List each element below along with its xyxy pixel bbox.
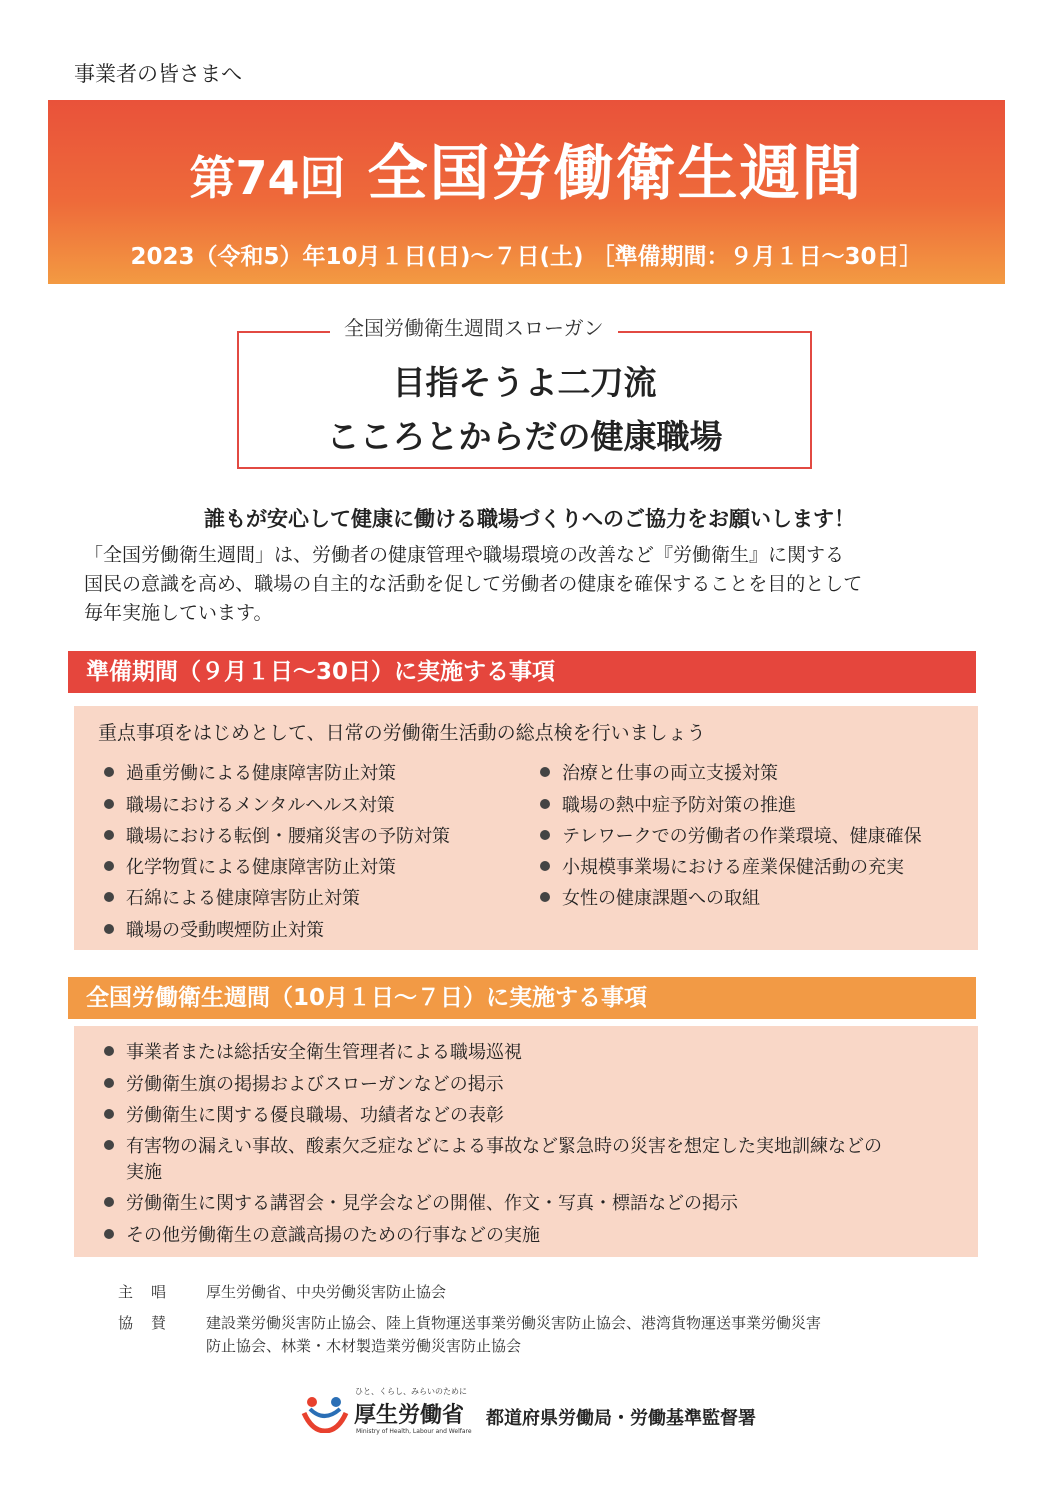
list-item-text: 労働衛生に関する講習会・見学会などの開催、作文・写真・標語などの掲示 [126,1193,738,1214]
list-item-text: テレワークでの労働者の作業環境、健康確保 [562,826,922,847]
list-item [104,884,360,910]
bullet-icon [540,799,550,809]
page-title: 全国労働衛生週間 [367,139,864,209]
list-item-text: 労働衛生に関する優良職場、功績者などの表彰 [126,1105,504,1126]
week-heading: 全国労働衛生週間（10月１日～７日）に実施する事項 [68,977,976,1019]
list-item [104,1191,738,1217]
appeal-heading: 誰もが安心して健康に働ける職場づくりへのご協力をお願いします！ [204,507,855,531]
list-item [104,1223,540,1249]
slogan-box [237,331,812,469]
bullet-icon [540,861,550,871]
list-item-continuation: 実施 [126,1162,162,1183]
title-banner [48,100,1005,284]
list-item-text: 治療と仕事の両立支援対策 [562,763,778,784]
list-item-text: 労働衛生旗の掲揚およびスローガンなどの掲示 [126,1074,504,1095]
ministry-name: 厚生労働省 [354,1403,465,1428]
bullet-icon [104,1078,114,1088]
bullet-icon [104,1046,114,1056]
cosponsor-text [206,1312,966,1358]
list-item [540,884,760,910]
cosponsor-line: 防止協会、林業・木材製造業労働災害防止協会 [206,1337,522,1355]
list-item-text: 職場における転倒・腰痛災害の予防対策 [126,826,450,847]
intro-line: 「全国労働衛生週間」は、労働者の健康管理や職場環境の改善など『労働衛生』に関する [84,544,845,566]
addressee: 事業者の皆さまへ [74,62,242,86]
cosponsor-line: 建設業労働災害防止協会、陸上貨物運送事業労働災害防止協会、港湾貨物運送事業労働災害 [206,1314,822,1332]
intro-line: 毎年実施しています。 [84,602,273,624]
prep-period-heading: 準備期間（９月１日～30日）に実施する事項 [68,651,976,693]
list-item [104,822,450,848]
list-item [104,791,395,817]
ministry-english-name: Ministry of Health, Labour and Welfare [356,1428,472,1435]
intro-line: 国民の意識を高め、職場の自主的な活動を促して労働者の健康を確保することを目的として [84,573,863,595]
slogan-line-1: 目指そうよ二刀流 [392,363,657,402]
list-item-text: その他労働衛生の意識高揚のための行事などの実施 [126,1225,540,1246]
cosponsor-label: 協賛 [118,1314,185,1332]
week-panel [74,1026,978,1257]
list-item [540,853,904,879]
list-item [104,1040,522,1066]
bullet-icon [104,830,114,840]
mhlw-logo-icon [300,1393,350,1433]
list-item [540,791,796,817]
list-item-text: 職場の熱中症予防対策の推進 [562,795,796,816]
organizer-text: 厚生労働省、中央労働災害防止協会 [206,1283,447,1301]
list-item-text: 過重労働による健康障害防止対策 [126,763,396,784]
list-item-text: 有害物の漏えい事故、酸素欠乏症などによる事故など緊急時の災害を想定した実地訓練などの [126,1136,882,1157]
list-item-text: 事業者または総括安全衛生管理者による職場巡視 [126,1042,522,1063]
bureau-name: 都道府県労働局・労働基準監督署 [486,1408,756,1429]
edition-number: 第74回 [189,151,346,205]
bullet-icon [104,892,114,902]
bullet-icon [104,1229,114,1239]
bullet-icon [540,892,550,902]
bullet-icon [104,767,114,777]
list-item [104,853,396,879]
list-item [104,1072,504,1098]
list-item [104,1134,882,1160]
bullet-icon [540,830,550,840]
prep-period-panel [74,706,978,950]
list-item [540,822,922,848]
bullet-icon [104,924,114,934]
list-item-text: 女性の健康課題への取組 [562,888,760,909]
title-row [48,126,1005,212]
list-item-text: 化学物質による健康障害防止対策 [126,857,396,878]
bullet-icon [104,1109,114,1119]
logo-tagline: ひと、くらし、みらいのために [355,1387,467,1396]
list-item [104,759,396,785]
organizer-label: 主唱 [118,1283,185,1301]
bullet-icon [104,799,114,809]
prep-lead: 重点事項をはじめとして、日常の労働衛生活動の総点検を行いましょう [98,722,706,744]
intro-paragraph [84,541,974,628]
list-item-text: 職場におけるメンタルヘルス対策 [126,795,395,816]
list-item-text: 職場の受動喫煙防止対策 [126,920,324,941]
list-item [540,759,778,785]
bullet-icon [540,767,550,777]
bullet-icon [104,1140,114,1150]
slogan-line-2: こころとからだの健康職場 [326,417,723,456]
slogan-caption: 全国労働衛生週間スローガン [330,312,618,341]
list-item-text: 石綿による健康障害防止対策 [126,888,360,909]
list-item-text: 小規模事業場における産業保健活動の充実 [562,857,904,878]
list-item [104,916,324,942]
list-item [104,1103,504,1129]
bullet-icon [104,1197,114,1207]
event-dates: 2023（令和5）年10月１日(日)～７日(土) ［準備期間：９月１日～30日］ [130,244,923,270]
bullet-icon [104,861,114,871]
